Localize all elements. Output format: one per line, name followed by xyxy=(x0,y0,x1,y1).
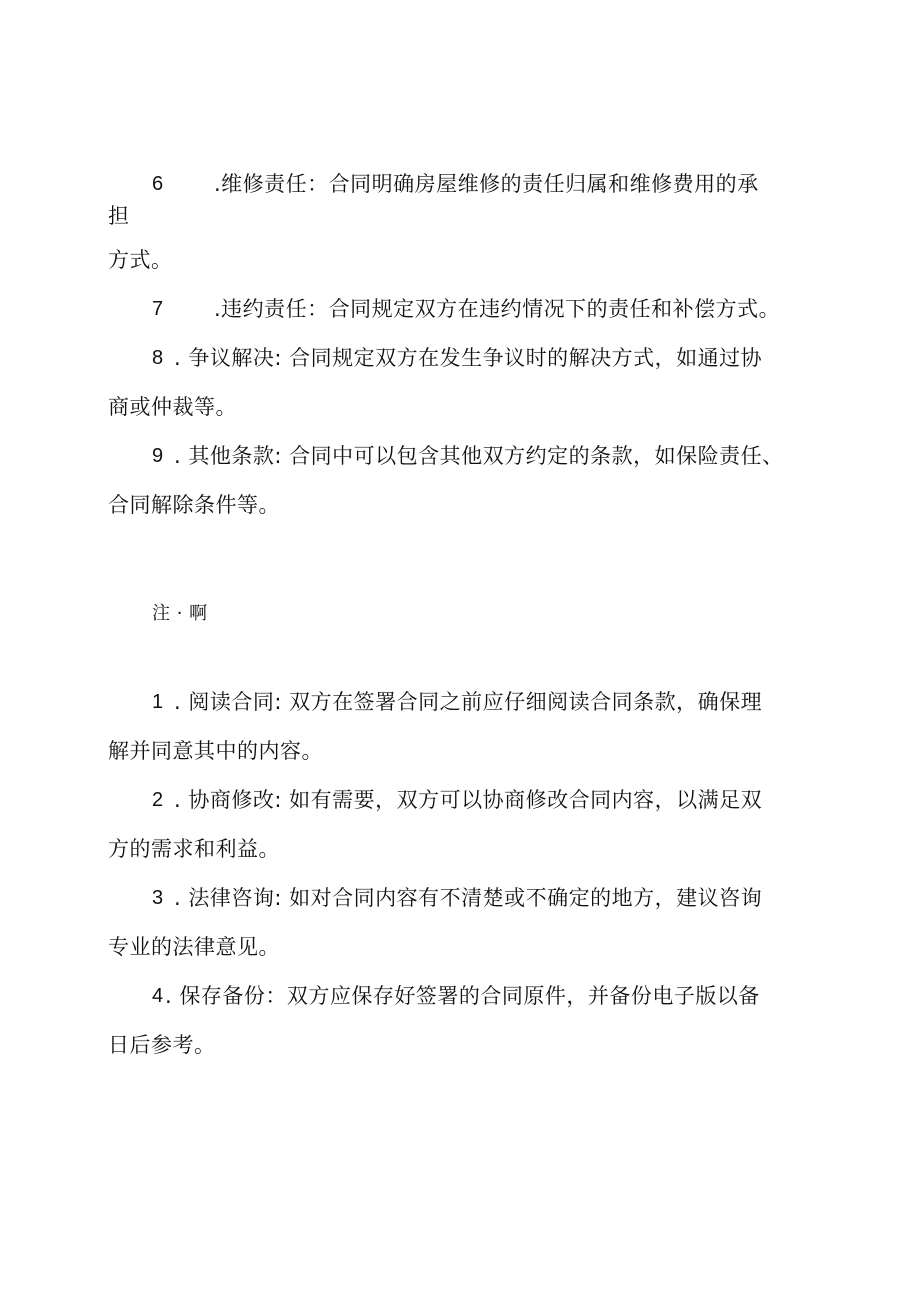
clause-9-number: 9 xyxy=(152,445,164,467)
clause-9-text: . 其他条款: 合同中可以包含其他双方约定的条款，如保险责任、 xyxy=(174,444,784,468)
clause-8-number: 8 xyxy=(152,347,164,369)
clause-6-text: .维修责任：合同明确房屋维修的责任归属和维修费用的承 xyxy=(214,172,759,196)
note-3-number: 3 xyxy=(152,887,164,909)
clause-7-number: 7 xyxy=(152,298,164,320)
note-3-text: . 法律咨询: 如对合同内容有不清楚或不确定的地方，建议咨询 xyxy=(174,886,763,910)
notes-heading: 注 · 啊 xyxy=(152,603,208,624)
clause-9-continuation: 合同解除条件等。 xyxy=(108,493,280,517)
note-2-text: . 协商修改: 如有需要，双方可以协商修改合同内容，以满足双 xyxy=(174,788,763,812)
clause-8-text: . 争议解决: 合同规定双方在发生争议时的解决方式，如通过协 xyxy=(174,346,763,370)
note-2-continuation: 方的需求和利益。 xyxy=(108,837,280,861)
note-4-number: 4 xyxy=(152,985,164,1007)
note-3-continuation: 专业的法律意见。 xyxy=(108,935,280,959)
note-4-continuation: 日后参考。 xyxy=(108,1033,216,1057)
note-4-text: . 保存备份：双方应保存好签署的合同原件，并备份电子版以备 xyxy=(165,984,760,1008)
note-1-text: . 阅读合同: 双方在签署合同之前应仔细阅读合同条款，确保理 xyxy=(174,690,763,714)
clause-8-continuation: 商或仲裁等。 xyxy=(108,395,237,419)
clause-6-number: 6 xyxy=(152,173,164,195)
note-1-continuation: 解并同意其中的内容。 xyxy=(108,739,323,763)
clause-7-text: .违约责任：合同规定双方在违约情况下的责任和补偿方式。 xyxy=(214,297,781,321)
note-2-number: 2 xyxy=(152,789,164,811)
note-1-number: 1 xyxy=(152,691,164,713)
clause-6-wrap-2: 方式。 xyxy=(108,248,173,272)
clause-6-wrap-1: 担 xyxy=(108,204,130,228)
